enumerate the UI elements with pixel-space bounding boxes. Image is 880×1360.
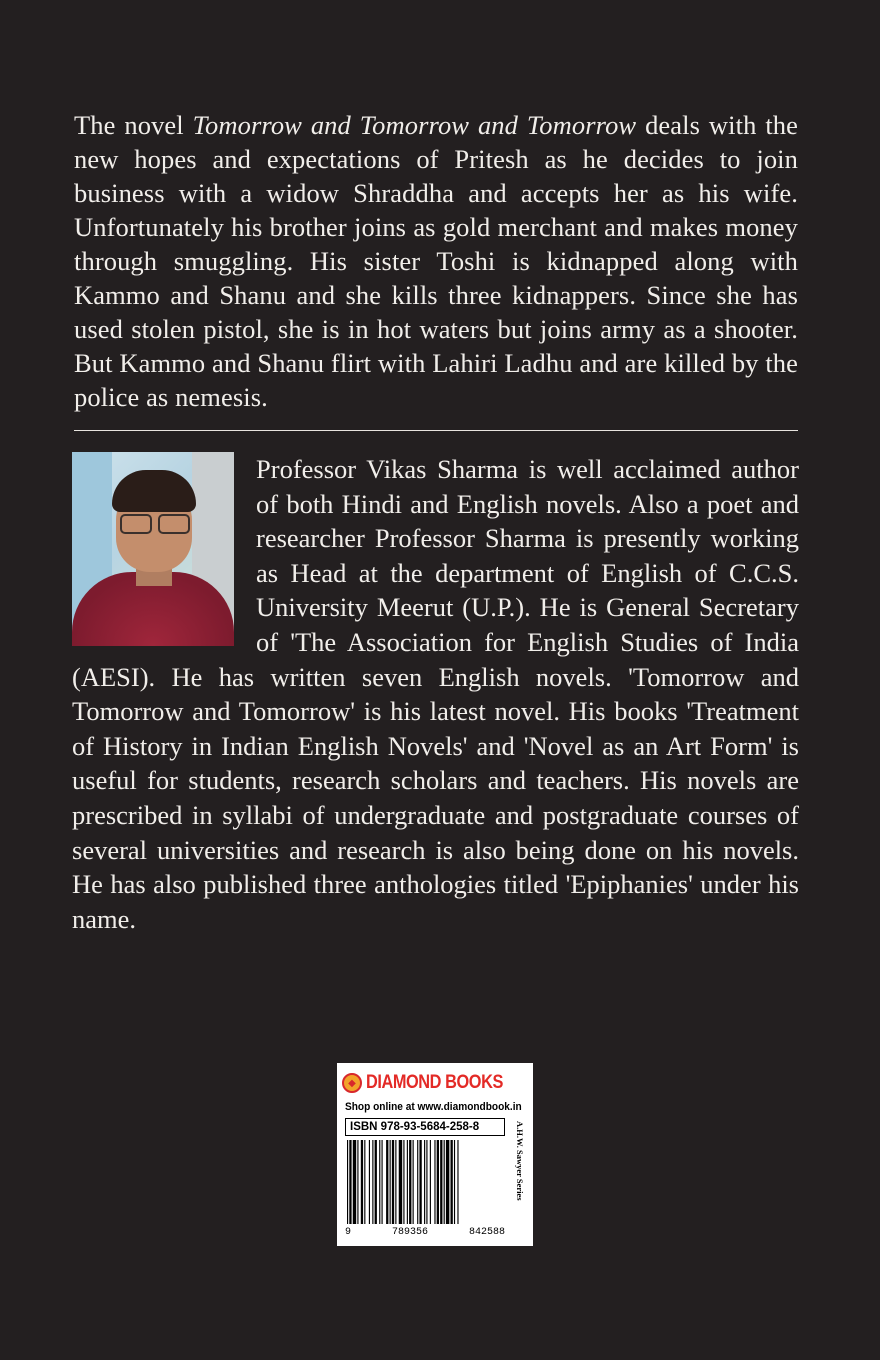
shop-online-text: Shop online at www.diamondbook.in (345, 1101, 522, 1113)
barcode-bars (345, 1140, 505, 1224)
publisher-name: DIAMOND BOOKS (366, 1072, 503, 1093)
author-bio (72, 452, 799, 936)
isbn-barcode-panel (337, 1063, 533, 1246)
isbn-label: ISBN 978-93-5684-258-8 (345, 1118, 505, 1136)
barcode-digit-lead: 9 (345, 1227, 352, 1238)
blurb-intro: The novel (74, 110, 193, 140)
barcode-digits (345, 1227, 505, 1238)
blurb-body: deals with the new hopes and expectations of Pritesh as he decides to join business with a widow Shraddha and accepts her as his wife. Unfortunately his brother joins as gold merchant and makes money through smuggling. His sister Toshi is kidnapped along with Kammo and Shanu and she kills three kidnappers. Since she has used stolen pistol, she is in hot waters but joins army as a shooter. But Kammo and Shanu flirt with Lahiri Ladhu and are killed by the police as nemesis. (74, 110, 798, 412)
author-photo (72, 452, 234, 646)
book-blurb (74, 108, 798, 414)
author-bio-text: Professor Vikas Sharma is well acclaimed author of both Hindi and English novels. Also a poet and researcher Professor Sharma is presently working as Head at the department of English of C.C.S. University Meerut (U.P.). He is General Secretary of 'The Association for English Studies of India (AESI). He has written seven English novels. 'Tomorrow and Tomorrow and Tomorrow' is his latest novel. His books 'Treatment of History in Indian English Novels' and 'Novel as an Art Form' is useful for students, research scholars and teachers. His novels are prescribed in syllabi of undergraduate and postgraduate courses of several universities and research is also being done on his novels. He has also published three anthologies titled 'Epiphanies' under his name. (72, 454, 799, 934)
publisher-logo (342, 1072, 525, 1094)
section-divider (74, 430, 798, 431)
barcode-digit-left: 789356 (391, 1227, 428, 1238)
blurb-title: Tomorrow and Tomorrow and Tomorrow (192, 110, 637, 140)
series-label: A.H.W. Sawyer Series (515, 1121, 525, 1201)
diamond-logo-icon: ◆ (342, 1073, 362, 1093)
barcode-digit-right: 842588 (468, 1227, 505, 1238)
